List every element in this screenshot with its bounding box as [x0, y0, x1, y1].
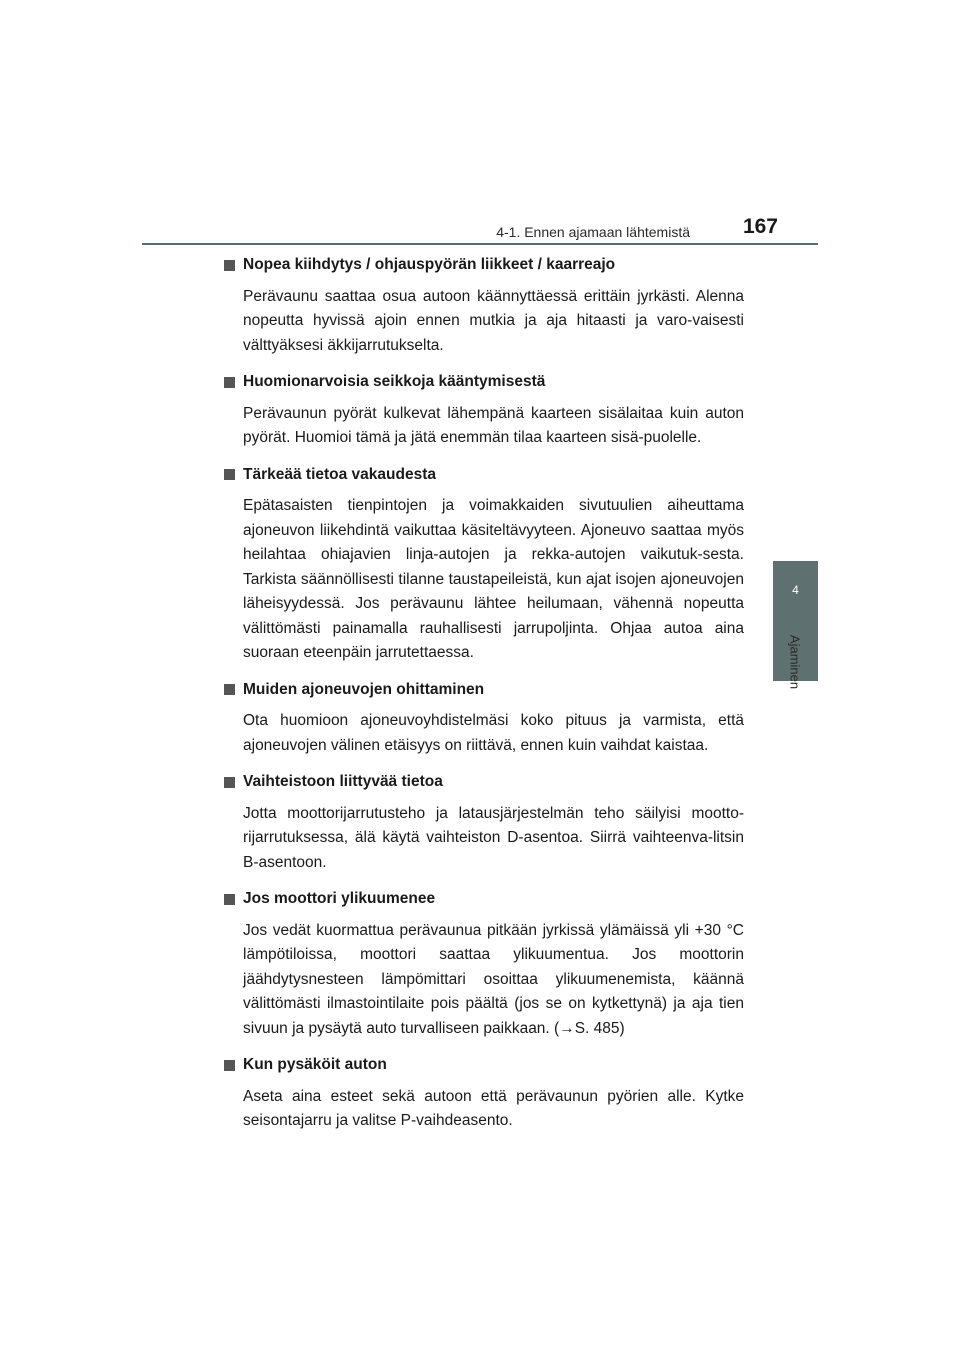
page-number: 167: [742, 215, 778, 238]
heading-text: Nopea kiihdytys / ohjauspyörän liikkeet / kaarreajo: [243, 256, 616, 273]
chapter-label-wrap: [769, 630, 821, 720]
section-overtaking: [224, 678, 744, 759]
main-content: [224, 253, 744, 1146]
section-turning: [224, 370, 744, 451]
section-body: Ota huomioon ajoneuvoyhdistelmäsi koko pituus ja varmista, että ajoneuvojen välinen etäisyys on riittävä, ennen kuin vaihdat kaistaa.: [243, 712, 744, 754]
section-heading: [224, 887, 744, 912]
section-heading: [224, 1053, 744, 1078]
chapter-label: Ajaminen: [787, 634, 803, 690]
square-bullet-icon: [224, 1060, 235, 1071]
square-bullet-icon: [224, 777, 235, 788]
section-transmission: [224, 770, 744, 875]
section-body: Aseta aina esteet sekä autoon että perävaunun pyörien alle. Kytke seisontajarru ja valitse P-vaihdeasento.: [243, 1087, 744, 1129]
section-title: 4-1. Ennen ajamaan lähtemistä: [496, 224, 690, 240]
square-bullet-icon: [224, 894, 235, 905]
section-parking: [224, 1053, 744, 1134]
section-heading: [224, 253, 744, 278]
section-acceleration: [224, 253, 744, 358]
square-bullet-icon: [224, 469, 235, 480]
section-body: Jos vedät kuormattua perävaunua pitkään jyrkissä ylämäissä yli +30 °C lämpötiloissa, moottori saattaa ylikuumentua. Jos moottorin jäähdytysnesteen lämpömittari osoittaa ylikuumenemista, käännä välittömästi ilmastointilaite pois päältä (jos se on kytkettynä) ja aja tien sivuun ja pysäytä auto turvalliseen paikkaan. (→S. 485): [243, 921, 744, 1037]
heading-text: Muiden ajoneuvojen ohittaminen: [243, 680, 485, 698]
section-heading: [224, 678, 744, 703]
square-bullet-icon: [224, 684, 235, 695]
heading-text: Tärkeää tietoa vakaudesta: [243, 465, 436, 483]
heading-text: Kun pysäköit auton: [243, 1056, 387, 1073]
heading-text: Jos moottori ylikuumenee: [243, 890, 436, 907]
section-heading: [224, 463, 744, 488]
section-heading: [224, 770, 744, 795]
chapter-number: 4: [792, 583, 799, 597]
section-body: Epätasaisten tienpintojen ja voimakkaiden sivutuulien aiheuttama ajoneuvon liikehdintä vaikuttaa käsiteltävyyteen. Ajoneuvo saattaa myös heilahtaa ohiajavien linja-autojen ja rekka-autojen vaikutuk-sesta. Tarkista säännöllisesti tilanne taustapeileistä, kun ajat isojen ajoneuvojen läheisyydessä. Jos perävaunu lähtee heilumaan, vähennä nopeutta välittömästi painamalla rauhallisesti jarrupoljinta. Ohjaa autoa aina suoraan eteenpäin jarrutettaessa.: [243, 497, 744, 661]
section-overheating: [224, 887, 744, 1041]
section-stability: [224, 463, 744, 666]
square-bullet-icon: [224, 260, 235, 271]
section-body: Perävaunu saattaa osua autoon käännyttäessä erittäin jyrkästi. Alenna nopeutta hyvissä ajoin ennen mutkia ja aja hitaasti ja varo-vaisesti välttyäksesi äkkijarrutukselta.: [243, 287, 744, 354]
square-bullet-icon: [224, 377, 235, 388]
section-body: Perävaunun pyörät kulkevat lähempänä kaarteen sisälaitaa kuin auton pyörät. Huomioi tämä ja jätä enemmän tilaa kaarteen sisä-puolelle.: [243, 404, 744, 446]
section-body: Jotta moottorijarrutusteho ja latausjärjestelmän teho säilyisi mootto-rijarrutuksessa, älä käytä vaihteiston D-asentoa. Siirrä vaihteenva-litsin B-asentoon.: [243, 804, 744, 871]
header-divider: [142, 243, 818, 245]
heading-text: Huomionarvoisia seikkoja kääntymisestä: [243, 373, 546, 390]
heading-text: Vaihteistoon liittyvää tietoa: [243, 773, 443, 790]
page-header: [0, 0, 960, 250]
section-heading: [224, 370, 744, 395]
